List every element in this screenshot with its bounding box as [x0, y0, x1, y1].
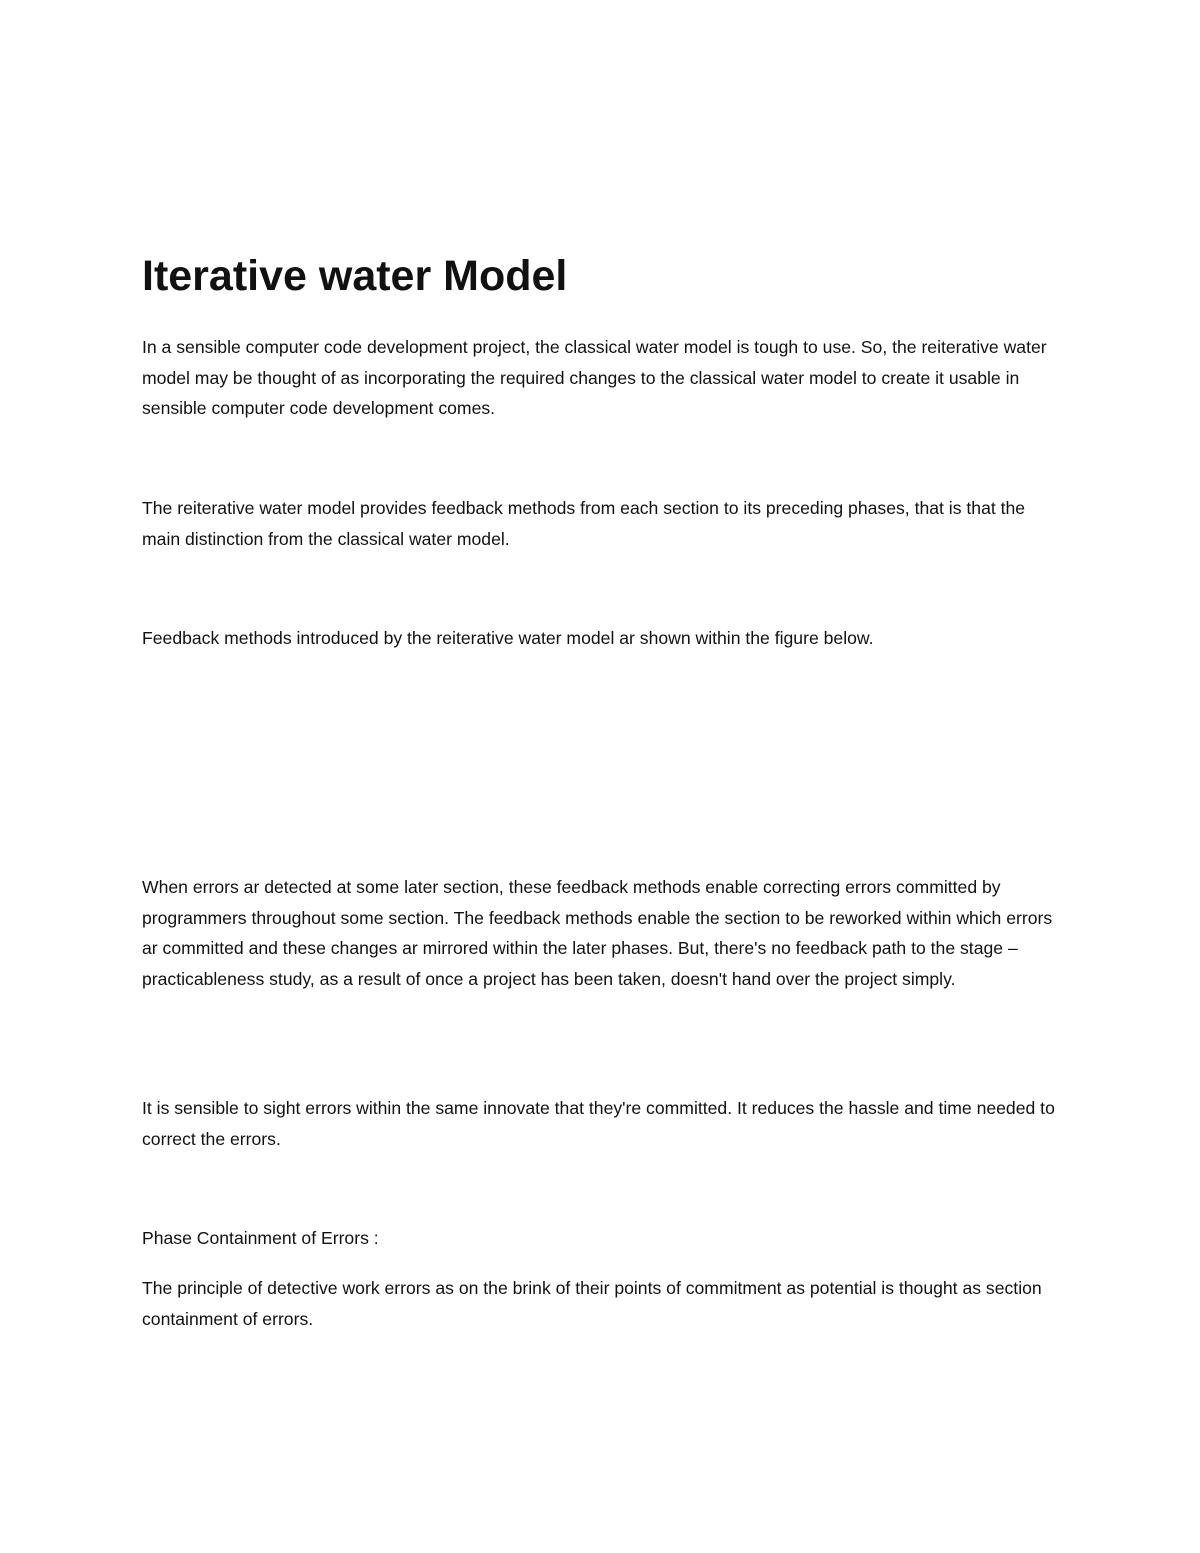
- document-title: Iterative water Model: [142, 252, 568, 300]
- paragraph-feedback-difference: The reiterative water model provides feedback methods from each section to its preceding phases, that is that the main distinction from the classical water model.: [142, 498, 1026, 549]
- paragraph-figure-reference: Feedback methods introduced by the reiterative water model ar shown within the figure below.: [142, 628, 874, 648]
- paragraph-phase-containment-definition: The principle of detective work errors as on the brink of their points of commitment as potential is thought as section containment of errors.: [142, 1278, 1042, 1329]
- section-heading-phase-containment: Phase Containment of Errors :: [142, 1228, 379, 1248]
- paragraph-intro: In a sensible computer code development project, the classical water model is tough to use. So, the reiterative water model may be thought of as incorporating the required changes to the classical water model to create it usable in sensible computer code development comes.: [142, 337, 1047, 418]
- paragraph-detect-errors: It is sensible to sight errors within the same innovate that they're committed. It reduces the hassle and time needed to correct the errors.: [142, 1098, 1055, 1149]
- paragraph-error-correction: When errors ar detected at some later section, these feedback methods enable correcting errors committed by programmers throughout some section. The feedback methods enable the section to be reworked within which errors ar committed and these changes ar mirrored within the later phases. But, there's no feedback path to the stage – practicableness study, as a result of once a project has been taken, doesn't hand over the project simply.: [142, 877, 1053, 989]
